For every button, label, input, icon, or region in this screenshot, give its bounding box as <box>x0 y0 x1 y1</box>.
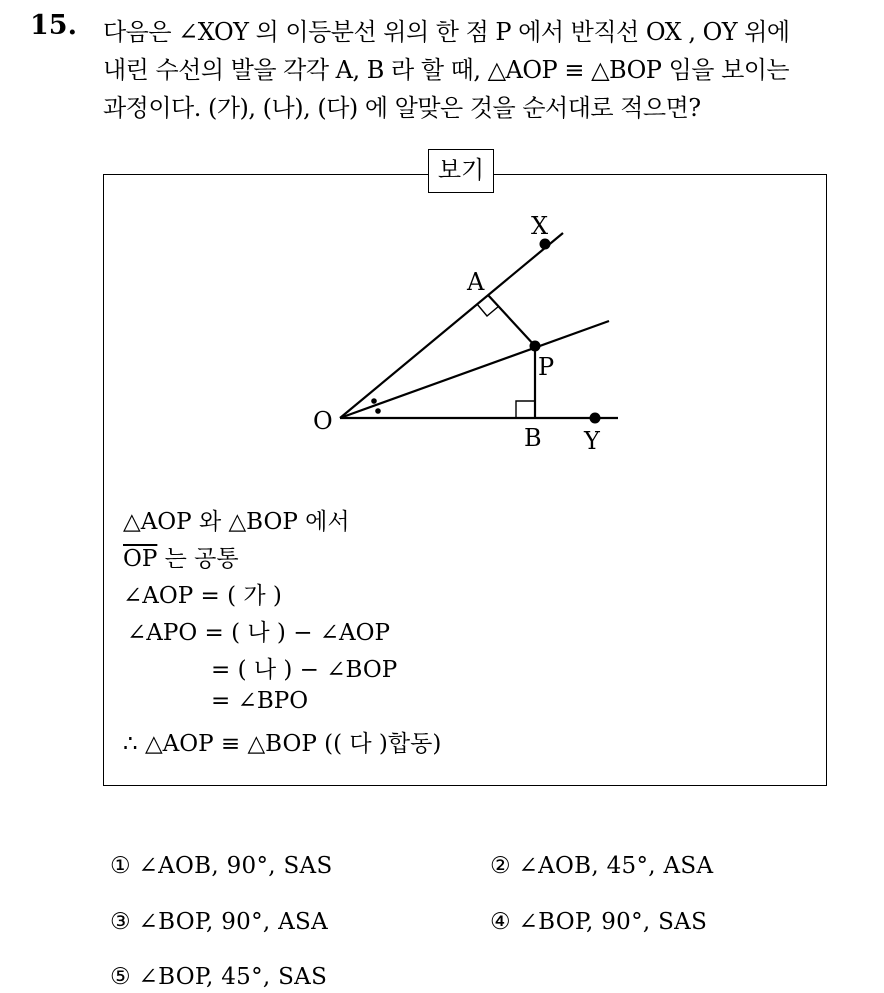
proof-line-5: = ( 나 ) − ∠BOP <box>211 657 398 683</box>
segment-OP: $\overline{OP}$ <box>123 546 158 572</box>
choice-4-text: ∠BOP, 90°, SAS <box>518 909 708 935</box>
choice-5-text: ∠BOP, 45°, SAS <box>138 964 328 990</box>
choice-2[interactable] <box>490 853 713 879</box>
right-angle-mark-A <box>477 304 499 316</box>
proof-line-7: ∴ △AOP ≡ △BOP (( 다 )합동) <box>123 731 442 757</box>
point-P <box>530 341 541 352</box>
choice-2-number: ② <box>490 853 511 879</box>
proof-line-3: ∠AOP = ( 가 ) <box>123 583 282 609</box>
choice-1[interactable] <box>110 853 333 879</box>
example-box-label: 보기 <box>428 149 494 193</box>
label-X: X <box>531 212 549 240</box>
label-A: A <box>467 268 485 296</box>
choice-1-number: ① <box>110 853 131 879</box>
choice-2-text: ∠AOB, 45°, ASA <box>518 853 714 879</box>
choice-4[interactable] <box>490 909 707 935</box>
question-text-line-3: 과정이다. (가), (나), (다) 에 알맞은 것을 순서대로 적으면? <box>103 94 701 122</box>
proof-line-2 <box>123 540 239 573</box>
angle-dot-upper <box>371 398 377 404</box>
label-O: O <box>313 407 333 435</box>
proof-line-2-text: 는 공통 <box>164 546 239 572</box>
label-P: P <box>538 353 555 381</box>
choice-5[interactable] <box>110 964 327 990</box>
label-B: B <box>524 424 542 452</box>
right-angle-mark-B <box>516 401 535 418</box>
proof-line-1: △AOP 와 △BOP 에서 <box>123 509 350 535</box>
angle-dot-lower <box>375 408 381 414</box>
question-text-line-1: 다음은 ∠XOY 의 이등분선 위의 한 점 P 에서 반직선 OX , OY 위에 <box>103 18 790 46</box>
segment-AP <box>488 295 535 346</box>
choice-3-number: ③ <box>110 909 131 935</box>
question-text-line-2: 내린 수선의 발을 각각 A, B 라 할 때, △AOP ≡ △BOP 임을 보이는 <box>103 56 790 84</box>
point-X <box>540 239 551 250</box>
choice-3[interactable] <box>110 909 328 935</box>
choice-5-number: ⑤ <box>110 964 131 990</box>
choice-4-number: ④ <box>490 909 511 935</box>
bisector-OP <box>340 321 609 418</box>
label-Y: Y <box>584 427 600 455</box>
ray-OX <box>340 233 563 418</box>
question-number: 15. <box>30 10 77 41</box>
choice-1-text: ∠AOB, 90°, SAS <box>138 853 333 879</box>
choice-3-text: ∠BOP, 90°, ASA <box>138 909 329 935</box>
point-Y <box>590 413 601 424</box>
proof-line-4: ∠APO = ( 나 ) − ∠AOP <box>127 620 390 646</box>
proof-line-6: = ∠BPO <box>211 688 309 714</box>
